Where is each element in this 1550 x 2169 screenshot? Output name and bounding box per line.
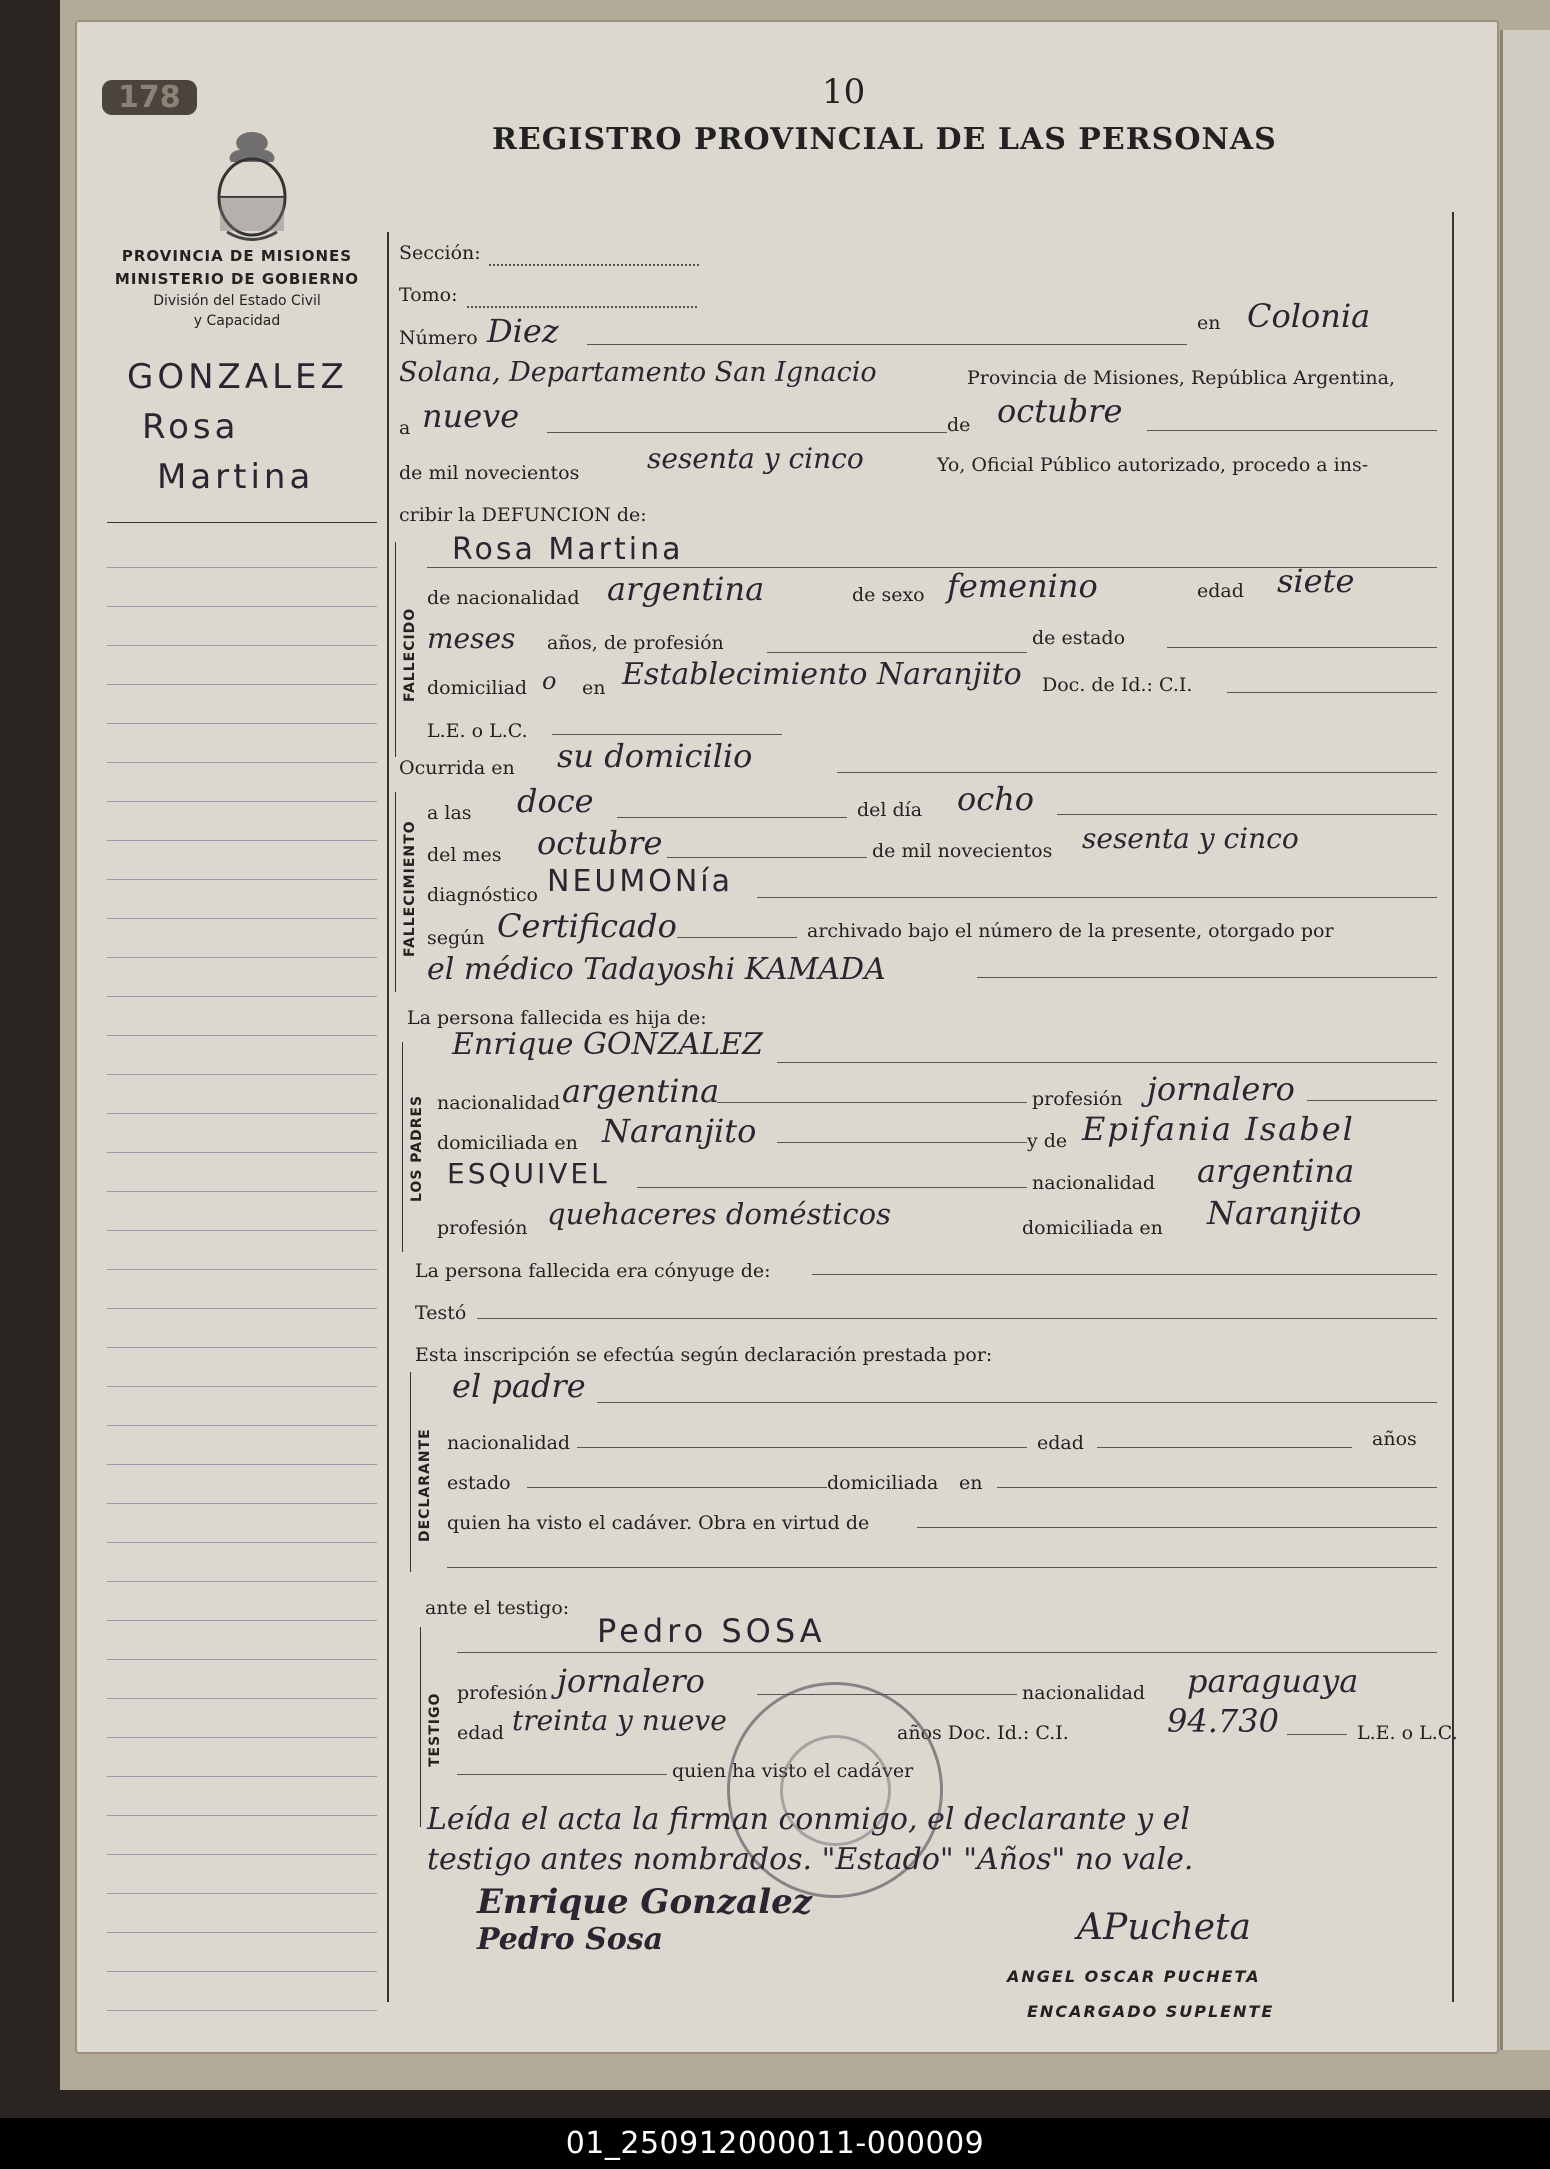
padre-dom-label: domiciliada en [437, 1132, 578, 1154]
declarante-nac-label: nacionalidad [447, 1432, 571, 1454]
declarante-dom-line [997, 1487, 1437, 1488]
yo-oficial-label: Yo, Oficial Público autorizado, procedo a ins- [937, 454, 1369, 476]
margin-ruled-line [107, 606, 377, 607]
edad-value: siete [1277, 562, 1355, 600]
del-mes-label: del mes [427, 844, 502, 866]
margin-ruled-line [107, 2010, 377, 2011]
margin-ruled-line [107, 1035, 377, 1036]
left-header-capacity: y Capacidad [193, 313, 281, 329]
madre-nac-label: nacionalidad [1032, 1172, 1156, 1194]
margin-ruled-line [107, 1659, 377, 1660]
left-header-province: PROVINCIA DE MISIONES [121, 247, 353, 265]
del-dia-label: del día [857, 799, 923, 821]
margin-ruled-line [107, 918, 377, 919]
estado-line [1167, 647, 1437, 648]
page-number: 10 [822, 72, 866, 112]
le-lc-line [552, 734, 782, 735]
doc-id-line [1227, 692, 1437, 693]
margin-ruled-line [107, 1581, 377, 1582]
margin-ruled-line [107, 1737, 377, 1738]
margin-surname: GONZALEZ [127, 357, 348, 397]
numero-value: Diez [487, 312, 559, 350]
padre-line [777, 1062, 1437, 1063]
segun-line [677, 937, 797, 938]
fallecido-side-label: FALLECIDO [402, 607, 418, 702]
le-lc-label: L.E. o L.C. [427, 720, 528, 742]
nacionalidad-value: argentina [607, 570, 765, 608]
inscripcion-label: Esta inscripción se efectúa según declaración prestada por: [415, 1344, 993, 1366]
coat-of-arms-icon [207, 122, 297, 242]
seccion-label: Sección: [399, 242, 481, 264]
testigo-edad-label: edad [457, 1722, 504, 1744]
domiciliado-label: domiciliad [427, 677, 528, 699]
nacionalidad-label: de nacionalidad [427, 587, 580, 609]
margin-ruled-line [107, 1464, 377, 1465]
tomo-label: Tomo: [399, 284, 458, 306]
signature-declarante: Enrique Gonzalez [477, 1882, 813, 1922]
margin-ruled-line [107, 840, 377, 841]
medico-line [977, 977, 1437, 978]
margin-ruled-line [107, 1113, 377, 1114]
en-value: Colonia [1247, 297, 1371, 335]
padres-side-label: LOS PADRES [409, 1094, 425, 1202]
testo-label: Testó [415, 1302, 467, 1324]
padre-prof-label: profesión [1032, 1088, 1123, 1110]
doc-id-label: Doc. de Id.: C.I. [1042, 674, 1193, 696]
mes-line [1147, 430, 1437, 431]
margin-ruled-line [107, 1269, 377, 1270]
numero-label: Número [399, 327, 478, 349]
padre-prof-line [1307, 1100, 1437, 1101]
next-page-edge [1500, 30, 1550, 2050]
diagnostico-label: diagnóstico [427, 884, 538, 906]
sexo-label: de sexo [852, 584, 925, 606]
margin-ruled-line [107, 684, 377, 685]
declarante-value: el padre [452, 1367, 586, 1405]
dia-fallec-value: ocho [957, 780, 1035, 818]
madre-nac-value: argentina [1197, 1152, 1355, 1190]
margin-ruled-line [107, 1542, 377, 1543]
margin-ruled-line [107, 723, 377, 724]
margin-ruled-line [107, 1230, 377, 1231]
testigo-bracket [420, 1627, 421, 1827]
de-mil-nov-label: de mil novecientos [872, 840, 1053, 862]
declarante-estado-line [527, 1487, 827, 1488]
fallecimiento-side-label: FALLECIMIENTO [402, 820, 418, 957]
padre-nac-label: nacionalidad [437, 1092, 561, 1114]
margin-border-line [387, 232, 389, 2002]
margin-divider [107, 522, 377, 523]
left-header-ministry: MINISTERIO DE GOBIERNO [114, 270, 360, 288]
diagnostico-line [757, 897, 1437, 898]
margin-ruled-line [107, 1347, 377, 1348]
mes-value: octubre [997, 392, 1123, 430]
testigo-line [457, 1652, 1437, 1653]
declarante-side-label: DECLARANTE [417, 1428, 433, 1542]
diagnostico-value: NEUMONía [547, 864, 734, 899]
anio-fallec-value: sesenta y cinco [1082, 822, 1299, 855]
margin-ruled-line [107, 1893, 377, 1894]
declarante-dom-label: domiciliada [827, 1472, 939, 1494]
declarante-edad-line [1097, 1447, 1352, 1448]
margin-ruled-line [107, 879, 377, 880]
tomo-dots [467, 306, 697, 308]
estado-label: de estado [1032, 627, 1126, 649]
margin-ruled-line [107, 1932, 377, 1933]
testigo-ci-value: 94.730 [1167, 1702, 1279, 1740]
declarante-bracket [410, 1372, 411, 1572]
margin-ruled-line [107, 1776, 377, 1777]
testigo-prof-label: profesión [457, 1682, 548, 1704]
oficial-title: ENCARGADO SUPLENTE [1027, 2002, 1275, 2021]
sexo-value: femenino [947, 567, 1098, 605]
ocurrida-value: su domicilio [557, 737, 753, 775]
profesion-line [767, 652, 1027, 653]
numero-line [587, 344, 1187, 345]
a-label: a [399, 417, 411, 439]
anio-value: sesenta y cinco [647, 442, 864, 475]
margin-ruled-line [107, 1503, 377, 1504]
quien-ha-visto-label: quien ha visto el cadáver. Obra en virtud de [447, 1512, 870, 1534]
margin-ruled-line [107, 1425, 377, 1426]
y-de-label: y de [1027, 1130, 1068, 1152]
madre-dom-value: Naranjito [1207, 1194, 1362, 1232]
left-header [97, 247, 377, 329]
ocurrida-label: Ocurrida en [399, 757, 515, 779]
de-label: de [947, 414, 971, 436]
domicilio-value: Establecimiento Naranjito [622, 657, 1022, 692]
testigo-ci-line [1287, 1734, 1347, 1735]
padre-prof-value: jornalero [1147, 1070, 1295, 1108]
testigo-value: Pedro SOSA [597, 1612, 826, 1650]
madre-apellido-line [637, 1187, 1027, 1188]
margin-ruled-line [107, 762, 377, 763]
edad-label: edad [1197, 580, 1244, 602]
declarante-dom-en-label: en [959, 1472, 983, 1494]
margin-ruled-line [107, 1971, 377, 1972]
left-header-division: División del Estado Civil [153, 293, 321, 309]
margin-ruled-line [107, 1191, 377, 1192]
declarante-extra-line [447, 1567, 1437, 1568]
medico-value: el médico Tadayoshi KAMADA [427, 952, 886, 987]
margin-ruled-line [107, 801, 377, 802]
margin-ruled-line [107, 1698, 377, 1699]
declarante-edad-label: edad [1037, 1432, 1084, 1454]
padre-value: Enrique GONZALEZ [452, 1027, 763, 1062]
folio-number: 178 [102, 80, 197, 115]
segun-value: Certificado [497, 907, 677, 945]
madre-prof-value: quehaceres domésticos [547, 1197, 891, 1231]
mes-fallec-line [667, 857, 867, 858]
dia-value: nueve [422, 397, 520, 435]
madre-dom-label: domiciliada en [1022, 1217, 1163, 1239]
domiciliado-suffix: o [542, 667, 557, 695]
archivado-label: archivado bajo el número de la presente, otorgado por [807, 920, 1334, 942]
padre-nac-line [717, 1102, 1027, 1103]
padre-dom-line [777, 1142, 1027, 1143]
footer-id: 01_250912000011-000009 [565, 2126, 985, 2161]
margin-ruled-line [107, 1620, 377, 1621]
hija-de-label: La persona fallecida es hija de: [407, 1007, 707, 1029]
padre-nac-value: argentina [562, 1072, 720, 1110]
testigo-edad-value: treinta y nueve [512, 1704, 727, 1737]
register-page [75, 20, 1499, 2054]
declarante-line [597, 1402, 1437, 1403]
margin-ruled-line [107, 1815, 377, 1816]
closing-line-1: Leída el acta la firman conmigo, el declarante y el [427, 1802, 1190, 1837]
cribir-label: cribir la DEFUNCION de: [399, 504, 647, 526]
madre-value: Epifania Isabel [1082, 1110, 1355, 1148]
anos-profesion-label: años, de profesión [547, 632, 724, 654]
testigo-visto-line [457, 1774, 667, 1775]
page-title: REGISTRO PROVINCIAL DE LAS PERSONAS [492, 122, 1277, 157]
signature-testigo: Pedro Sosa [477, 1922, 664, 1957]
margin-ruled-line [107, 1854, 377, 1855]
footer-id-bar [0, 2118, 1550, 2169]
declarante-anos-label: años [1372, 1428, 1417, 1450]
closing-line-2: testigo antes nombrados. "Estado" "Años" no vale. [427, 1842, 1194, 1877]
testigo-nac-label: nacionalidad [1022, 1682, 1146, 1704]
margin-ruled-line [107, 1074, 377, 1075]
conyuge-label: La persona fallecida era cónyuge de: [415, 1260, 771, 1282]
testigo-nac-value: paraguaya [1187, 1662, 1359, 1700]
dia-line [547, 432, 947, 433]
testigo-prof-value: jornalero [557, 1662, 705, 1700]
quien-ha-visto-line [917, 1527, 1437, 1528]
fallecido-bracket [395, 542, 396, 757]
ocurrida-line [837, 772, 1437, 773]
padre-dom-value: Naranjito [602, 1112, 757, 1150]
margin-ruled-line [107, 996, 377, 997]
testigo-side-label: TESTIGO [427, 1692, 443, 1767]
testigo-le-lc-label: L.E. o L.C. [1357, 1722, 1458, 1744]
de-mil-label: de mil novecientos [399, 462, 580, 484]
seccion-dots [489, 264, 699, 266]
segun-label: según [427, 927, 485, 949]
ante-testigo-label: ante el testigo: [425, 1597, 570, 1619]
hora-line [617, 817, 847, 818]
signature-oficial: APucheta [1077, 1907, 1251, 1948]
conyuge-line [812, 1274, 1437, 1275]
madre-prof-label: profesión [437, 1217, 528, 1239]
fallecimiento-bracket [395, 792, 396, 992]
a-las-label: a las [427, 802, 472, 824]
fallecido-nombre: Rosa Martina [452, 532, 684, 567]
declarante-estado-label: estado [447, 1472, 511, 1494]
margin-ruled-line [107, 957, 377, 958]
padres-bracket [402, 1042, 403, 1252]
margin-second-name: Martina [157, 457, 315, 497]
hora-value: doce [517, 782, 594, 820]
testo-line [477, 1318, 1437, 1319]
en-dom-label: en [582, 677, 606, 699]
lugar-value: Solana, Departamento San Ignacio [399, 357, 877, 388]
madre-apellido-value: ESQUIVEL [447, 1157, 610, 1190]
testigo-anos-doc-label: años Doc. Id.: C.I. [897, 1722, 1069, 1744]
testigo-visto-label: quien ha visto el cadáver [672, 1760, 914, 1782]
en-label: en [1197, 312, 1221, 334]
meses-value: meses [427, 622, 516, 655]
margin-ruled-line [107, 567, 377, 568]
margin-ruled-line [107, 1386, 377, 1387]
oficial-name: ANGEL OSCAR PUCHETA [1007, 1967, 1261, 1986]
dia-fallec-line [1057, 814, 1437, 815]
mes-fallec-value: octubre [537, 824, 663, 862]
margin-ruled-line [107, 645, 377, 646]
declarante-nac-line [577, 1447, 1027, 1448]
margin-ruled-line [107, 1152, 377, 1153]
provincia-label: Provincia de Misiones, República Argentina, [967, 367, 1396, 389]
margin-ruled-line [107, 1308, 377, 1309]
margin-first-name: Rosa [142, 407, 240, 447]
